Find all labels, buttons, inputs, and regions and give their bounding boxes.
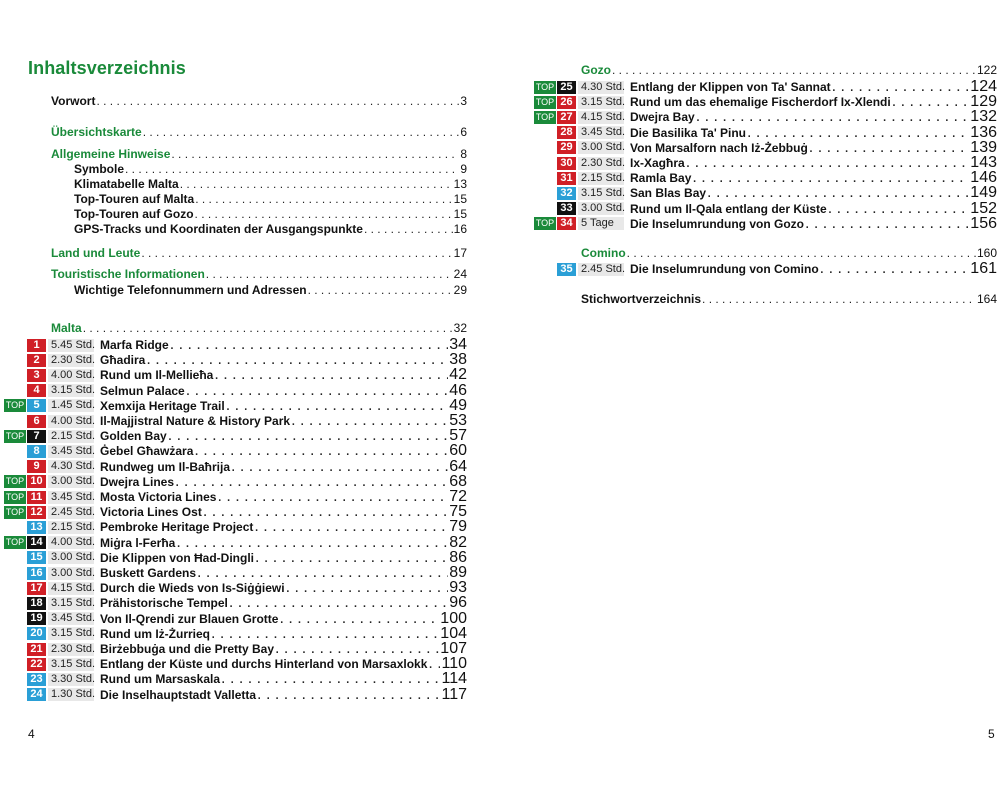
tour-title: Il-Majjistral Nature & History Park: [100, 414, 291, 428]
tour-title: Miġra l-Ferħa: [100, 535, 176, 550]
tour-row[interactable]: [4, 505, 467, 519]
malta-heading-row[interactable]: [51, 321, 467, 336]
top-badge: TOP: [535, 218, 555, 229]
tour-number-badge: 4: [27, 384, 46, 397]
tour-number-badge: 35: [557, 263, 576, 276]
tour-number-badge: 22: [27, 658, 46, 671]
tour-title: Victoria Lines Ost: [100, 505, 202, 520]
tour-number-badge: 11: [27, 491, 46, 504]
tour-number-badge: 9: [27, 460, 46, 473]
tour-row[interactable]: [4, 685, 467, 703]
toc-entry[interactable]: [74, 222, 467, 237]
toc-entry[interactable]: [74, 162, 467, 177]
comino-heading-row[interactable]: [581, 246, 997, 261]
tour-duration: 1.30 Std.: [48, 688, 94, 701]
tour-title: Rund um Il-Mellieħa: [100, 368, 214, 383]
top-slot: [534, 111, 557, 124]
tour-number-badge: 28: [557, 126, 576, 139]
tour-title: Die Inselumrundung von Comino: [630, 262, 819, 276]
tour-number-badge: 18: [27, 597, 46, 610]
tour-title: Die Basilika Ta' Pinu: [630, 125, 747, 140]
toc-entry-title: Klimatabelle Malta: [74, 177, 179, 191]
tour-number-badge: 8: [27, 445, 46, 458]
tour-title: Rund um Marsaskala: [100, 672, 221, 687]
tour-number-badge: 27: [557, 111, 576, 124]
tour-page: 64: [449, 457, 467, 475]
tour-row[interactable]: [534, 138, 997, 156]
toc-entry-title: GPS-Tracks und Koordinaten der Ausgangspunkte: [74, 222, 363, 236]
tour-page: 161: [970, 260, 997, 277]
tour-row[interactable]: [534, 95, 997, 109]
top-badge: TOP: [535, 111, 555, 122]
toc-entry-page: 17: [453, 246, 467, 260]
comino-heading: Comino: [581, 246, 626, 260]
tour-number-badge: 21: [27, 643, 46, 656]
leader-dots: [820, 260, 970, 278]
tour-page: 107: [440, 640, 467, 657]
leader-dots: [96, 94, 459, 109]
leader-dots: [275, 640, 439, 658]
tour-duration: 2.15 Std.: [48, 521, 94, 534]
toc-entry[interactable]: [51, 267, 467, 282]
tour-page: 93: [449, 579, 467, 597]
tour-row[interactable]: [534, 199, 997, 217]
tour-row[interactable]: [534, 262, 997, 276]
top-badge: TOP: [5, 430, 25, 441]
tour-row[interactable]: [4, 353, 467, 367]
tour-page: 34: [449, 336, 467, 353]
leader-dots: [143, 125, 460, 140]
tour-title: Entlang der Küste und durchs Hinterland von Marsaxlokk: [100, 657, 428, 672]
tour-number-badge: 31: [557, 172, 576, 185]
toc-entry-page: 15: [453, 207, 467, 221]
toc-entry-page: 9: [460, 162, 467, 176]
tour-number-badge: 23: [27, 673, 46, 686]
tour-title: Rund um Iż-Żurrieq: [100, 626, 210, 641]
toc-entry-title: Wichtige Telefonnummern und Adressen: [74, 283, 307, 297]
tour-row[interactable]: [4, 581, 467, 595]
malta-heading: Malta: [51, 321, 82, 335]
tour-title: Prähistorische Tempel: [100, 596, 228, 611]
top-badge: TOP: [5, 491, 25, 502]
tour-title: Rund um das ehemalige Fischerdorf Ix-Xlendi: [630, 95, 891, 110]
tour-row[interactable]: [4, 596, 467, 610]
tour-row[interactable]: [4, 338, 467, 352]
leader-dots: [171, 147, 459, 162]
tour-number-badge: 20: [27, 627, 46, 640]
leader-dots: [308, 283, 453, 298]
tour-number-badge: 10: [27, 475, 46, 488]
top-slot: [4, 536, 27, 549]
top-badge: TOP: [535, 96, 555, 107]
tour-duration: 2.30 Std.: [48, 643, 94, 656]
malta-heading-page: 32: [453, 321, 467, 335]
tour-title: Marfa Ridge: [100, 338, 169, 352]
toc-entry-page: 16: [453, 222, 467, 236]
top-badge: TOP: [535, 81, 555, 92]
tour-duration: 3.00 Std.: [48, 551, 94, 564]
tour-page: 146: [970, 169, 997, 187]
toc-entry[interactable]: [74, 192, 467, 207]
tour-duration: 3.00 Std.: [578, 141, 624, 154]
toc-entry[interactable]: [74, 283, 467, 298]
tour-duration: 4.00 Std.: [48, 369, 94, 382]
toc-title: Inhaltsverzeichnis: [28, 58, 186, 78]
tour-row[interactable]: [4, 381, 467, 399]
tour-row[interactable]: [4, 520, 467, 534]
tour-row[interactable]: [534, 214, 997, 232]
tour-row[interactable]: [534, 186, 997, 200]
tour-title: Xemxija Heritage Trail: [100, 398, 225, 413]
top-slot: [4, 430, 27, 443]
tour-row[interactable]: [4, 429, 467, 443]
tour-duration: 3.15 Std.: [578, 187, 624, 200]
top-slot: [4, 475, 27, 488]
tour-duration: 4.00 Std.: [48, 536, 94, 549]
page-number-right: 5: [988, 727, 995, 741]
toc-entry-title: Vorwort: [51, 94, 96, 108]
tour-page: 124: [970, 78, 997, 95]
tour-row[interactable]: [4, 609, 467, 627]
tour-duration: 3.45 Std.: [48, 612, 94, 625]
tour-page: 75: [449, 503, 467, 521]
tour-page: 72: [449, 488, 467, 505]
tour-duration: 2.15 Std.: [578, 172, 624, 185]
tour-duration: 4.30 Std.: [578, 81, 624, 94]
tour-duration: 2.45 Std.: [48, 506, 94, 519]
tour-row[interactable]: [534, 110, 997, 124]
toc-entry-page: 3: [460, 94, 467, 108]
tour-title: Golden Bay: [100, 429, 167, 444]
tour-duration: 2.30 Std.: [578, 157, 624, 170]
leader-dots: [195, 192, 452, 207]
page-number-left: 4: [28, 727, 35, 741]
tour-title: Die Klippen von Ħad-Dingli: [100, 550, 255, 565]
tour-row[interactable]: [4, 642, 467, 656]
tour-number-badge: 17: [27, 582, 46, 595]
gozo-heading-row[interactable]: [581, 63, 997, 78]
tour-duration: 3.15 Std.: [48, 658, 94, 671]
tour-page: 49: [449, 396, 467, 414]
tour-number-badge: 33: [557, 202, 576, 215]
tour-duration: 2.15 Std.: [48, 430, 94, 443]
tour-row[interactable]: [534, 171, 997, 185]
tour-number-badge: 24: [27, 688, 46, 701]
tour-page: 79: [449, 518, 467, 536]
tour-page: 139: [970, 138, 997, 156]
top-badge: TOP: [5, 400, 25, 411]
toc-entry-title: Top-Touren auf Gozo: [74, 207, 194, 221]
tour-duration: 2.45 Std.: [578, 263, 624, 276]
tour-title: Die Inselumrundung von Gozo: [630, 216, 804, 231]
tour-page: 114: [441, 670, 467, 688]
toc-entry[interactable]: [51, 147, 467, 162]
tour-page: 104: [440, 624, 467, 642]
tour-number-badge: 32: [557, 187, 576, 200]
toc-entry-page: 15: [453, 192, 467, 206]
tour-number-badge: 3: [27, 369, 46, 382]
tour-title: Dwejra Bay: [630, 110, 695, 125]
tour-row[interactable]: [4, 396, 467, 414]
tour-number-badge: 2: [27, 354, 46, 367]
tour-row[interactable]: [4, 368, 467, 382]
tour-title: Mosta Victoria Lines: [100, 490, 217, 504]
tour-duration: 4.15 Std.: [578, 111, 624, 124]
toc-entry-title: Stichwortverzeichnis: [581, 292, 702, 306]
tour-duration: 3.00 Std.: [48, 567, 94, 580]
leader-dots: [257, 686, 440, 704]
leader-dots: [141, 246, 452, 261]
toc-entry-page: 13: [453, 177, 467, 191]
leader-dots: [180, 177, 453, 192]
tour-page: 82: [449, 533, 467, 551]
tour-duration: 4.15 Std.: [48, 582, 94, 595]
tour-page: 68: [449, 472, 467, 490]
leader-dots: [627, 246, 976, 261]
tour-title: Rund um Il-Qala entlang der Küste: [630, 201, 827, 216]
tour-title: Ix-Xagħra: [630, 156, 685, 170]
toc-entry-title: Übersichtskarte: [51, 125, 142, 139]
tour-page: 149: [970, 184, 997, 202]
tour-row[interactable]: [534, 123, 997, 141]
tour-page: 86: [449, 548, 467, 566]
top-slot: [534, 96, 557, 109]
tour-page: 96: [449, 594, 467, 612]
leader-dots: [195, 207, 453, 222]
tour-page: 53: [449, 412, 467, 429]
toc-entry-page: 29: [453, 283, 467, 297]
tour-duration: 4.30 Std.: [48, 460, 94, 473]
tour-page: 117: [441, 685, 467, 703]
tour-duration: 2.30 Std.: [48, 354, 94, 367]
tour-duration: 3.15 Std.: [48, 627, 94, 640]
tour-page: 136: [970, 123, 997, 141]
toc-entry-title: Land und Leute: [51, 246, 141, 260]
tour-number-badge: 25: [557, 81, 576, 94]
tour-number-badge: 5: [27, 399, 46, 412]
tour-duration: 3.15 Std.: [578, 96, 624, 109]
tour-number-badge: 19: [27, 612, 46, 625]
tour-page: 152: [970, 199, 997, 217]
tour-page: 129: [970, 93, 997, 111]
tour-number-badge: 30: [557, 157, 576, 170]
top-badge: TOP: [5, 476, 25, 487]
leader-dots: [125, 162, 459, 177]
tour-duration: 3.45 Std.: [48, 491, 94, 504]
tour-number-badge: 1: [27, 339, 46, 352]
leader-dots: [805, 215, 969, 233]
leader-dots: [83, 321, 453, 336]
tour-row[interactable]: [4, 672, 467, 686]
tour-title: Pembroke Heritage Project: [100, 520, 254, 535]
tour-duration: 3.00 Std.: [48, 475, 94, 488]
tour-page: 57: [449, 427, 467, 445]
tour-title: Selmun Palace: [100, 383, 185, 398]
top-slot: [534, 81, 557, 94]
toc-entry-page: 24: [453, 267, 467, 281]
top-badge: TOP: [5, 537, 25, 548]
tour-number-badge: 14: [27, 536, 46, 549]
tour-duration: 3.15 Std.: [48, 597, 94, 610]
tour-title: Die Inselhauptstadt Valletta: [100, 687, 257, 702]
tour-row[interactable]: [4, 566, 467, 580]
tour-duration: 5.45 Std.: [48, 339, 94, 352]
tour-page: 143: [970, 154, 997, 171]
tour-page: 89: [449, 564, 467, 581]
top-slot: [4, 506, 27, 519]
tour-page: 156: [970, 214, 997, 232]
tour-title: Durch die Wieds von Is-Siġġiewi: [100, 581, 285, 596]
tour-page: 100: [440, 609, 467, 627]
tour-title: Birżebbuġa und die Pretty Bay: [100, 642, 275, 656]
tour-title: Rundweg um Il-Baħrija: [100, 459, 231, 474]
comino-heading-page: 160: [976, 246, 997, 260]
tour-title: San Blas Bay: [630, 186, 707, 201]
tour-row[interactable]: [4, 548, 467, 566]
tour-number-badge: 26: [557, 96, 576, 109]
tour-duration: 5 Tage: [578, 217, 624, 230]
toc-entry[interactable]: [581, 292, 997, 307]
tour-title: Ramla Bay: [630, 171, 692, 186]
tour-number-badge: 15: [27, 551, 46, 564]
leader-dots: [702, 292, 976, 307]
tour-duration: 3.45 Std.: [578, 126, 624, 139]
tour-page: 46: [449, 381, 467, 399]
tour-title: Dwejra Lines: [100, 474, 175, 489]
leader-dots: [206, 267, 453, 282]
toc-entry[interactable]: [51, 94, 467, 109]
leader-dots: [612, 63, 976, 78]
right-page: [500, 0, 1000, 800]
toc-entry-page: 164: [976, 292, 997, 306]
tour-row[interactable]: [4, 490, 467, 504]
tour-number-badge: 12: [27, 506, 46, 519]
toc-entry[interactable]: [51, 125, 467, 140]
tour-duration: 3.30 Std.: [48, 673, 94, 686]
tour-row[interactable]: [4, 472, 467, 490]
tour-title: Għadira: [100, 353, 146, 368]
tour-row[interactable]: [534, 80, 997, 94]
tour-row[interactable]: [4, 657, 467, 671]
tour-page: 132: [970, 108, 997, 126]
tour-page: 42: [449, 366, 467, 384]
tour-number-badge: 29: [557, 141, 576, 154]
tour-duration: 3.45 Std.: [48, 445, 94, 458]
tour-row[interactable]: [534, 156, 997, 170]
toc-entry-page: 8: [460, 147, 467, 161]
top-badge: TOP: [5, 506, 25, 517]
tour-title: Von Il-Qrendi zur Blauen Grotte: [100, 611, 279, 626]
tour-duration: 1.45 Std.: [48, 399, 94, 412]
tour-row[interactable]: [4, 533, 467, 551]
gozo-heading: Gozo: [581, 63, 611, 77]
toc-entry-title: Allgemeine Hinweise: [51, 147, 171, 161]
toc-entry[interactable]: [74, 207, 467, 222]
tour-page: 60: [449, 442, 467, 460]
tour-duration: 4.00 Std.: [48, 415, 94, 428]
tour-page: 38: [449, 351, 467, 369]
top-slot: [4, 491, 27, 504]
toc-entry-page: 6: [460, 125, 467, 139]
tour-number-badge: 13: [27, 521, 46, 534]
tour-row[interactable]: [4, 414, 467, 428]
tour-page: 110: [441, 655, 467, 673]
tour-row[interactable]: [4, 457, 467, 475]
tour-number-badge: 16: [27, 567, 46, 580]
tour-number-badge: 34: [557, 217, 576, 230]
tour-row[interactable]: [4, 444, 467, 458]
tour-title: Entlang der Klippen von Ta' Sannat: [630, 80, 831, 94]
toc-entry-title: Touristische Informationen: [51, 267, 205, 281]
toc-entry-title: Top-Touren auf Malta: [74, 192, 195, 206]
toc-entry[interactable]: [74, 177, 467, 192]
top-slot: [4, 399, 27, 412]
tour-title: Von Marsalforn nach Iż-Żebbuġ: [630, 140, 808, 155]
top-slot: [534, 217, 557, 230]
gozo-heading-page: 122: [976, 63, 997, 77]
tour-duration: 3.15 Std.: [48, 384, 94, 397]
tour-title: Ġebel Għawżara: [100, 444, 194, 459]
toc-entry-title: Symbole: [74, 162, 125, 176]
tour-duration: 3.00 Std.: [578, 202, 624, 215]
tour-number-badge: 7: [27, 430, 46, 443]
toc-entry[interactable]: [51, 246, 467, 261]
tour-row[interactable]: [4, 624, 467, 642]
leader-dots: [364, 222, 453, 237]
tour-title: Buskett Gardens: [100, 566, 197, 580]
tour-number-badge: 6: [27, 415, 46, 428]
